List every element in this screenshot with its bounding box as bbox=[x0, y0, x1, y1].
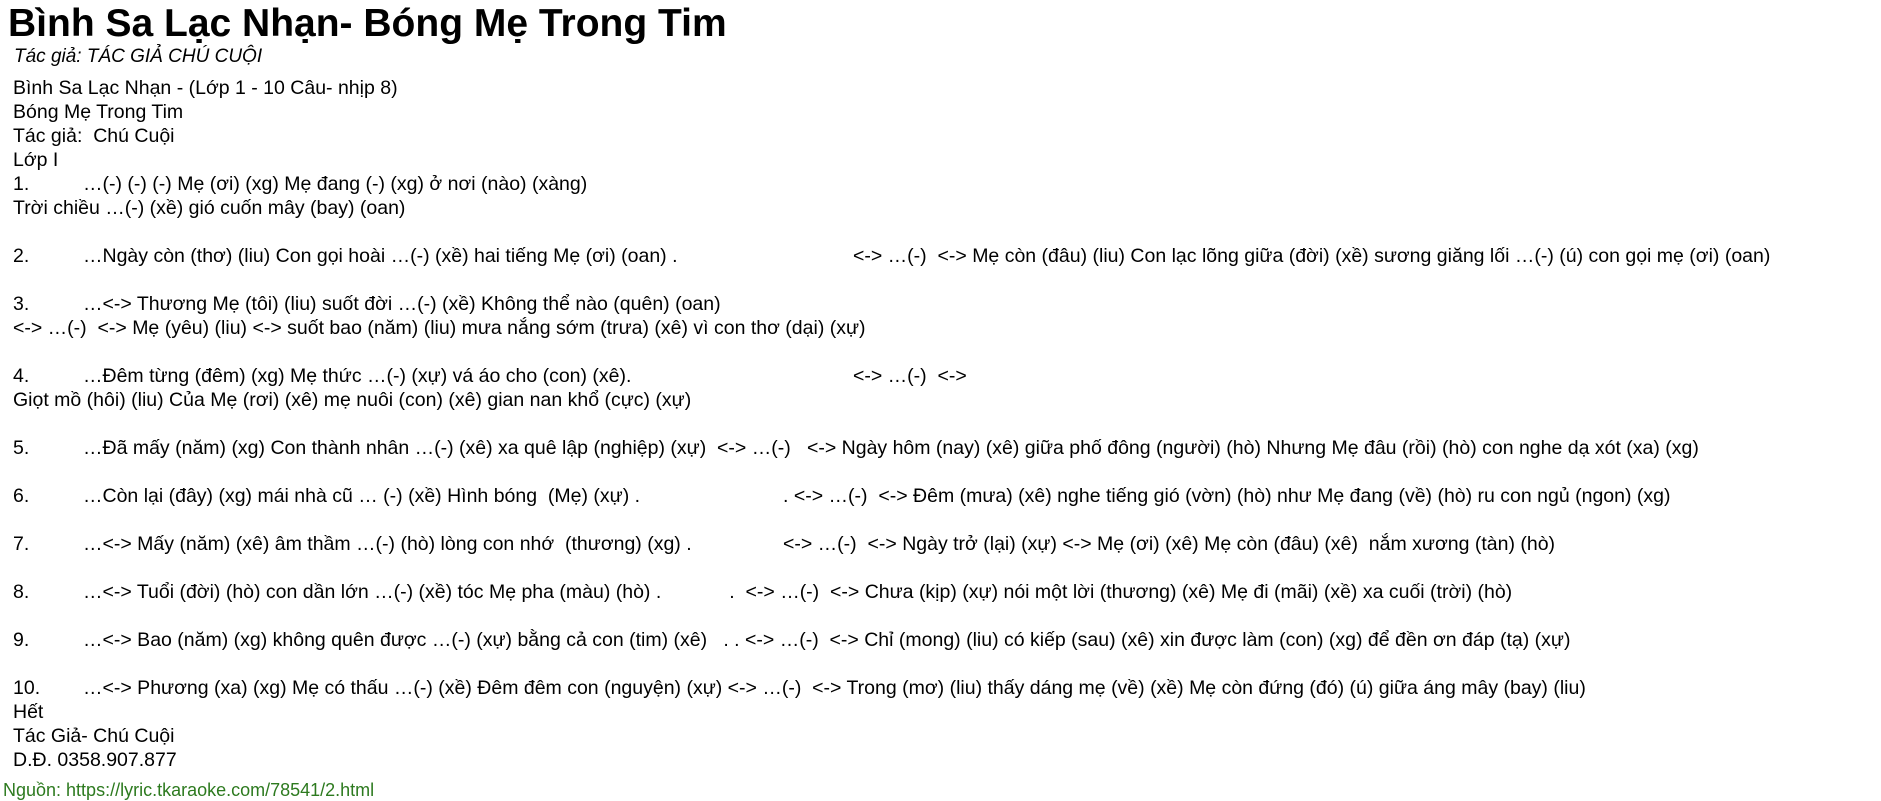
lyrics-body bbox=[13, 76, 1881, 772]
lyric-line: D.Đ. 0358.907.877 bbox=[13, 749, 177, 771]
lyric-line bbox=[13, 652, 1881, 676]
lyric-line: 4. …Đêm từng (đêm) (xg) Mẹ thức …(-) (xự) vá áo cho (con) (xê). <-> …(-) <-> bbox=[13, 365, 967, 387]
lyric-line bbox=[13, 460, 1881, 484]
lyric-line: 6. …Còn lại (đây) (xg) mái nhà cũ … (-) (xề) Hình bóng (Mẹ) (xự) . . <-> …(-) <-> Đêm (mưa) (xê) nghe tiếng gió (vờn) (hò) như Mẹ đang (về) (hò) ru con ngủ (ngon) (xg) bbox=[13, 485, 1671, 507]
lyric-line: Tác giả: Chú Cuội bbox=[13, 125, 175, 147]
lyric-line bbox=[13, 220, 1881, 244]
lyric-line: 3. …<-> Thương Mẹ (tôi) (liu) suốt đời …(-) (xề) Không thể nào (quên) (oan) bbox=[13, 293, 721, 315]
lyric-line bbox=[13, 268, 1881, 292]
lyric-line bbox=[13, 556, 1881, 580]
lyric-line bbox=[13, 340, 1881, 364]
lyric-line: Bình Sa Lạc Nhạn - (Lớp 1 - 10 Câu- nhịp 8) bbox=[13, 77, 398, 99]
lyric-line bbox=[13, 604, 1881, 628]
lyric-line bbox=[13, 508, 1881, 532]
lyric-line: 7. …<-> Mấy (năm) (xê) âm thầm …(-) (hò) lòng con nhớ (thương) (xg) . <-> …(-) <-> Ngày trở (lại) (xự) <-> Mẹ (ơi) (xê) Mẹ còn (đâu) (xê) nắm xương (tàn) (hò) bbox=[13, 533, 1556, 555]
lyric-line: 8. …<-> Tuổi (đời) (hò) con dần lớn …(-) (xề) tóc Mẹ pha (màu) (hò) . . <-> …(-) <-> Chưa (kịp) (xự) nói một lời (thương) (xê) Mẹ đi (mãi) (xề) xa cuối (trời) (hò) bbox=[13, 581, 1513, 603]
lyric-line: Lớp I bbox=[13, 149, 59, 171]
lyric-line: 1. …(-) (-) (-) Mẹ (ơi) (xg) Mẹ đang (-) (xg) ở nơi (nào) (xàng) bbox=[13, 173, 588, 195]
page-title: Bình Sa Lạc Nhạn- Bóng Mẹ Trong Tim bbox=[8, 2, 727, 45]
lyric-line: Bóng Mẹ Trong Tim bbox=[13, 101, 184, 123]
lyric-line: Trời chiều …(-) (xề) gió cuốn mây (bay) (oan) bbox=[13, 197, 406, 219]
lyric-line: 5. …Đã mấy (năm) (xg) Con thành nhân …(-) (xê) xa quê lập (nghiệp) (xự) <-> …(-) <-> Ngày hôm (nay) (xê) giữa phố đông (người) (hò) Nhưng Mẹ đâu (rồi) (hò) con nghe dạ xót (xa) (xg) bbox=[13, 437, 1699, 459]
lyric-line: Giọt mồ (hôi) (liu) Của Mẹ (rơi) (xê) mẹ nuôi (con) (xê) gian nan khổ (cực) (xự) bbox=[13, 389, 692, 411]
source-link[interactable]: Nguồn: https://lyric.tkaraoke.com/78541/2.html bbox=[3, 780, 375, 800]
lyric-line: <-> …(-) <-> Mẹ (yêu) (liu) <-> suốt bao (năm) (liu) mưa nắng sớm (trưa) (xê) vì con thơ (dại) (xự) bbox=[13, 317, 866, 339]
lyric-line: 9. …<-> Bao (năm) (xg) không quên được …(-) (xự) bằng cả con (tim) (xê) . . <-> …(-) <-> Chỉ (mong) (liu) có kiếp (sau) (xê) xin được làm (con) (xg) để đền ơn đáp (tạ) (xự) bbox=[13, 629, 1571, 651]
lyric-line: 2. …Ngày còn (thơ) (liu) Con gọi hoài …(-) (xề) hai tiếng Mẹ (ơi) (oan) . <-> …(-) <-> Mẹ còn (đâu) (liu) Con lạc lõng giữa (đời) (xề) sương giăng lối …(-) (ú) con gọi mẹ (ơi) (oan) bbox=[13, 245, 1771, 267]
lyric-line: Hết bbox=[13, 701, 44, 723]
lyric-line: Tác Giả- Chú Cuội bbox=[13, 725, 175, 747]
lyric-line: 10. …<-> Phương (xa) (xg) Mẹ có thấu …(-) (xề) Đêm đêm con (nguyện) (xự) <-> …(-) <-> Trong (mơ) (liu) thấy dáng mẹ (về) (xề) Mẹ còn đứng (đó) (ú) giữa áng mây (bay) (liu) bbox=[13, 677, 1586, 699]
lyric-line bbox=[13, 412, 1881, 436]
author-line: Tác giả: TÁC GIẢ CHÚ CUỘI bbox=[14, 46, 263, 67]
